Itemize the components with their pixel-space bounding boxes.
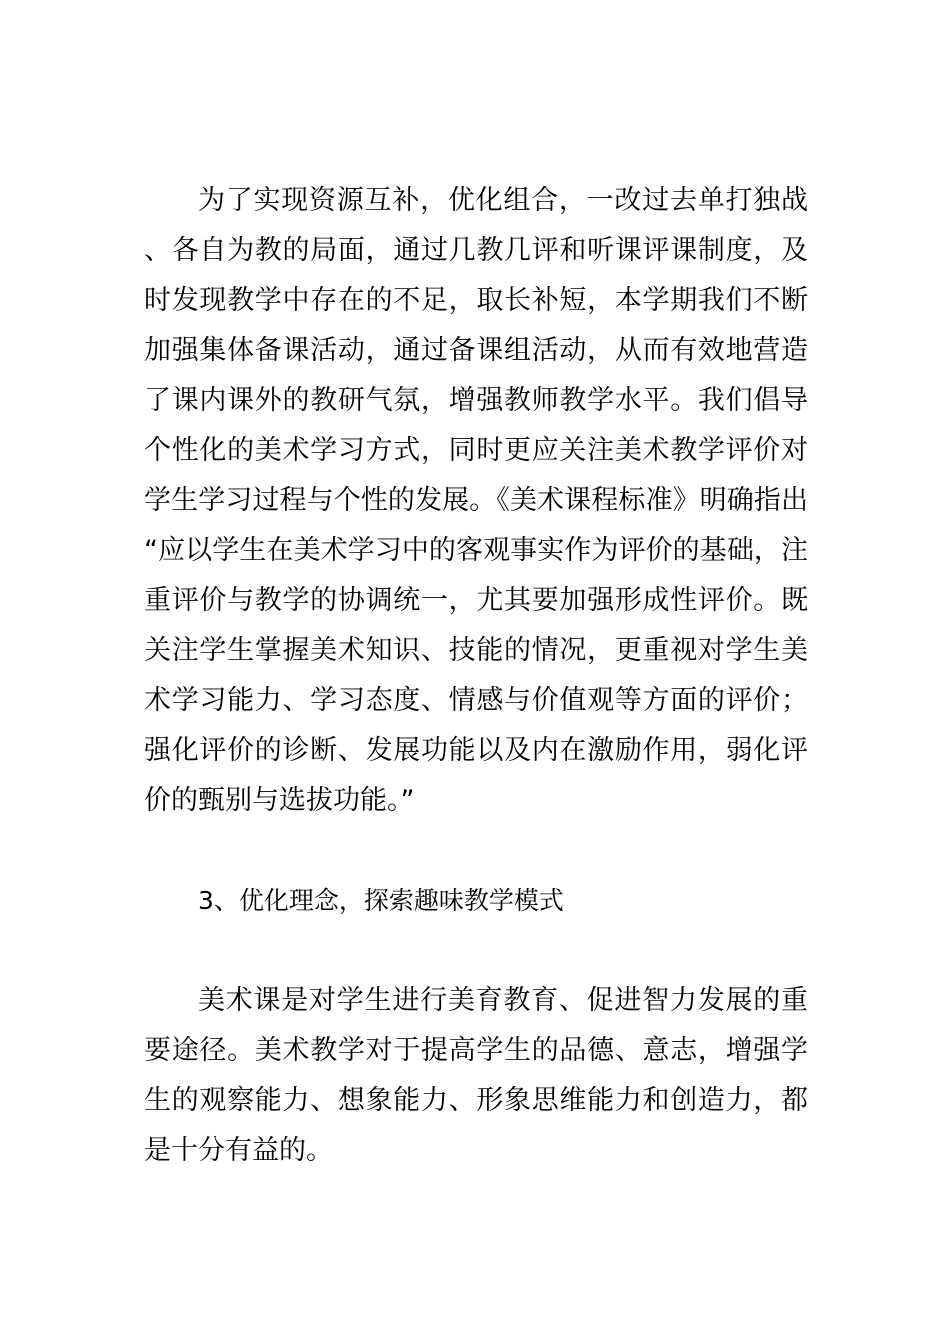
document-page — [144, 176, 808, 1176]
section-heading-3: 3、优化理念，探索趣味教学模式 — [198, 886, 564, 915]
paragraph-resource-sharing: 为了实现资源互补，优化组合，一改过去单打独战、各自为教的局面，通过几教几评和听课评课制度，及时发现教学中存在的不足，取长补短，本学期我们不断加强集体备课活动，通过备课组活动，从而有效地营造了课内课外的教研气氛，增强教师教学水平。我们倡导个性化的美术学习方式，同时更应关注美术教学评价对学生学习过程与个性的发展。《美术课程标准》明确指出“应以学生在美术学习中的客观事实作为评价的基础，注重评价与教学的协调统一，尤其要加强形成性评价。既关注学生掌握美术知识、技能的情况，更重视对学生美术学习能力、学习态度、情感与价值观等方面的评价；强化评价的诊断、发展功能以及内在激励作用，弱化评价的甄别与选拔功能。” — [144, 185, 808, 816]
paragraph-art-education: 美术课是对学生进行美育教育、促进智力发展的重要途径。美术教学对于提高学生的品德、意志，增强学生的观察能力、想象能力、形象思维能力和创造力，都是十分有益的。 — [144, 985, 808, 1166]
